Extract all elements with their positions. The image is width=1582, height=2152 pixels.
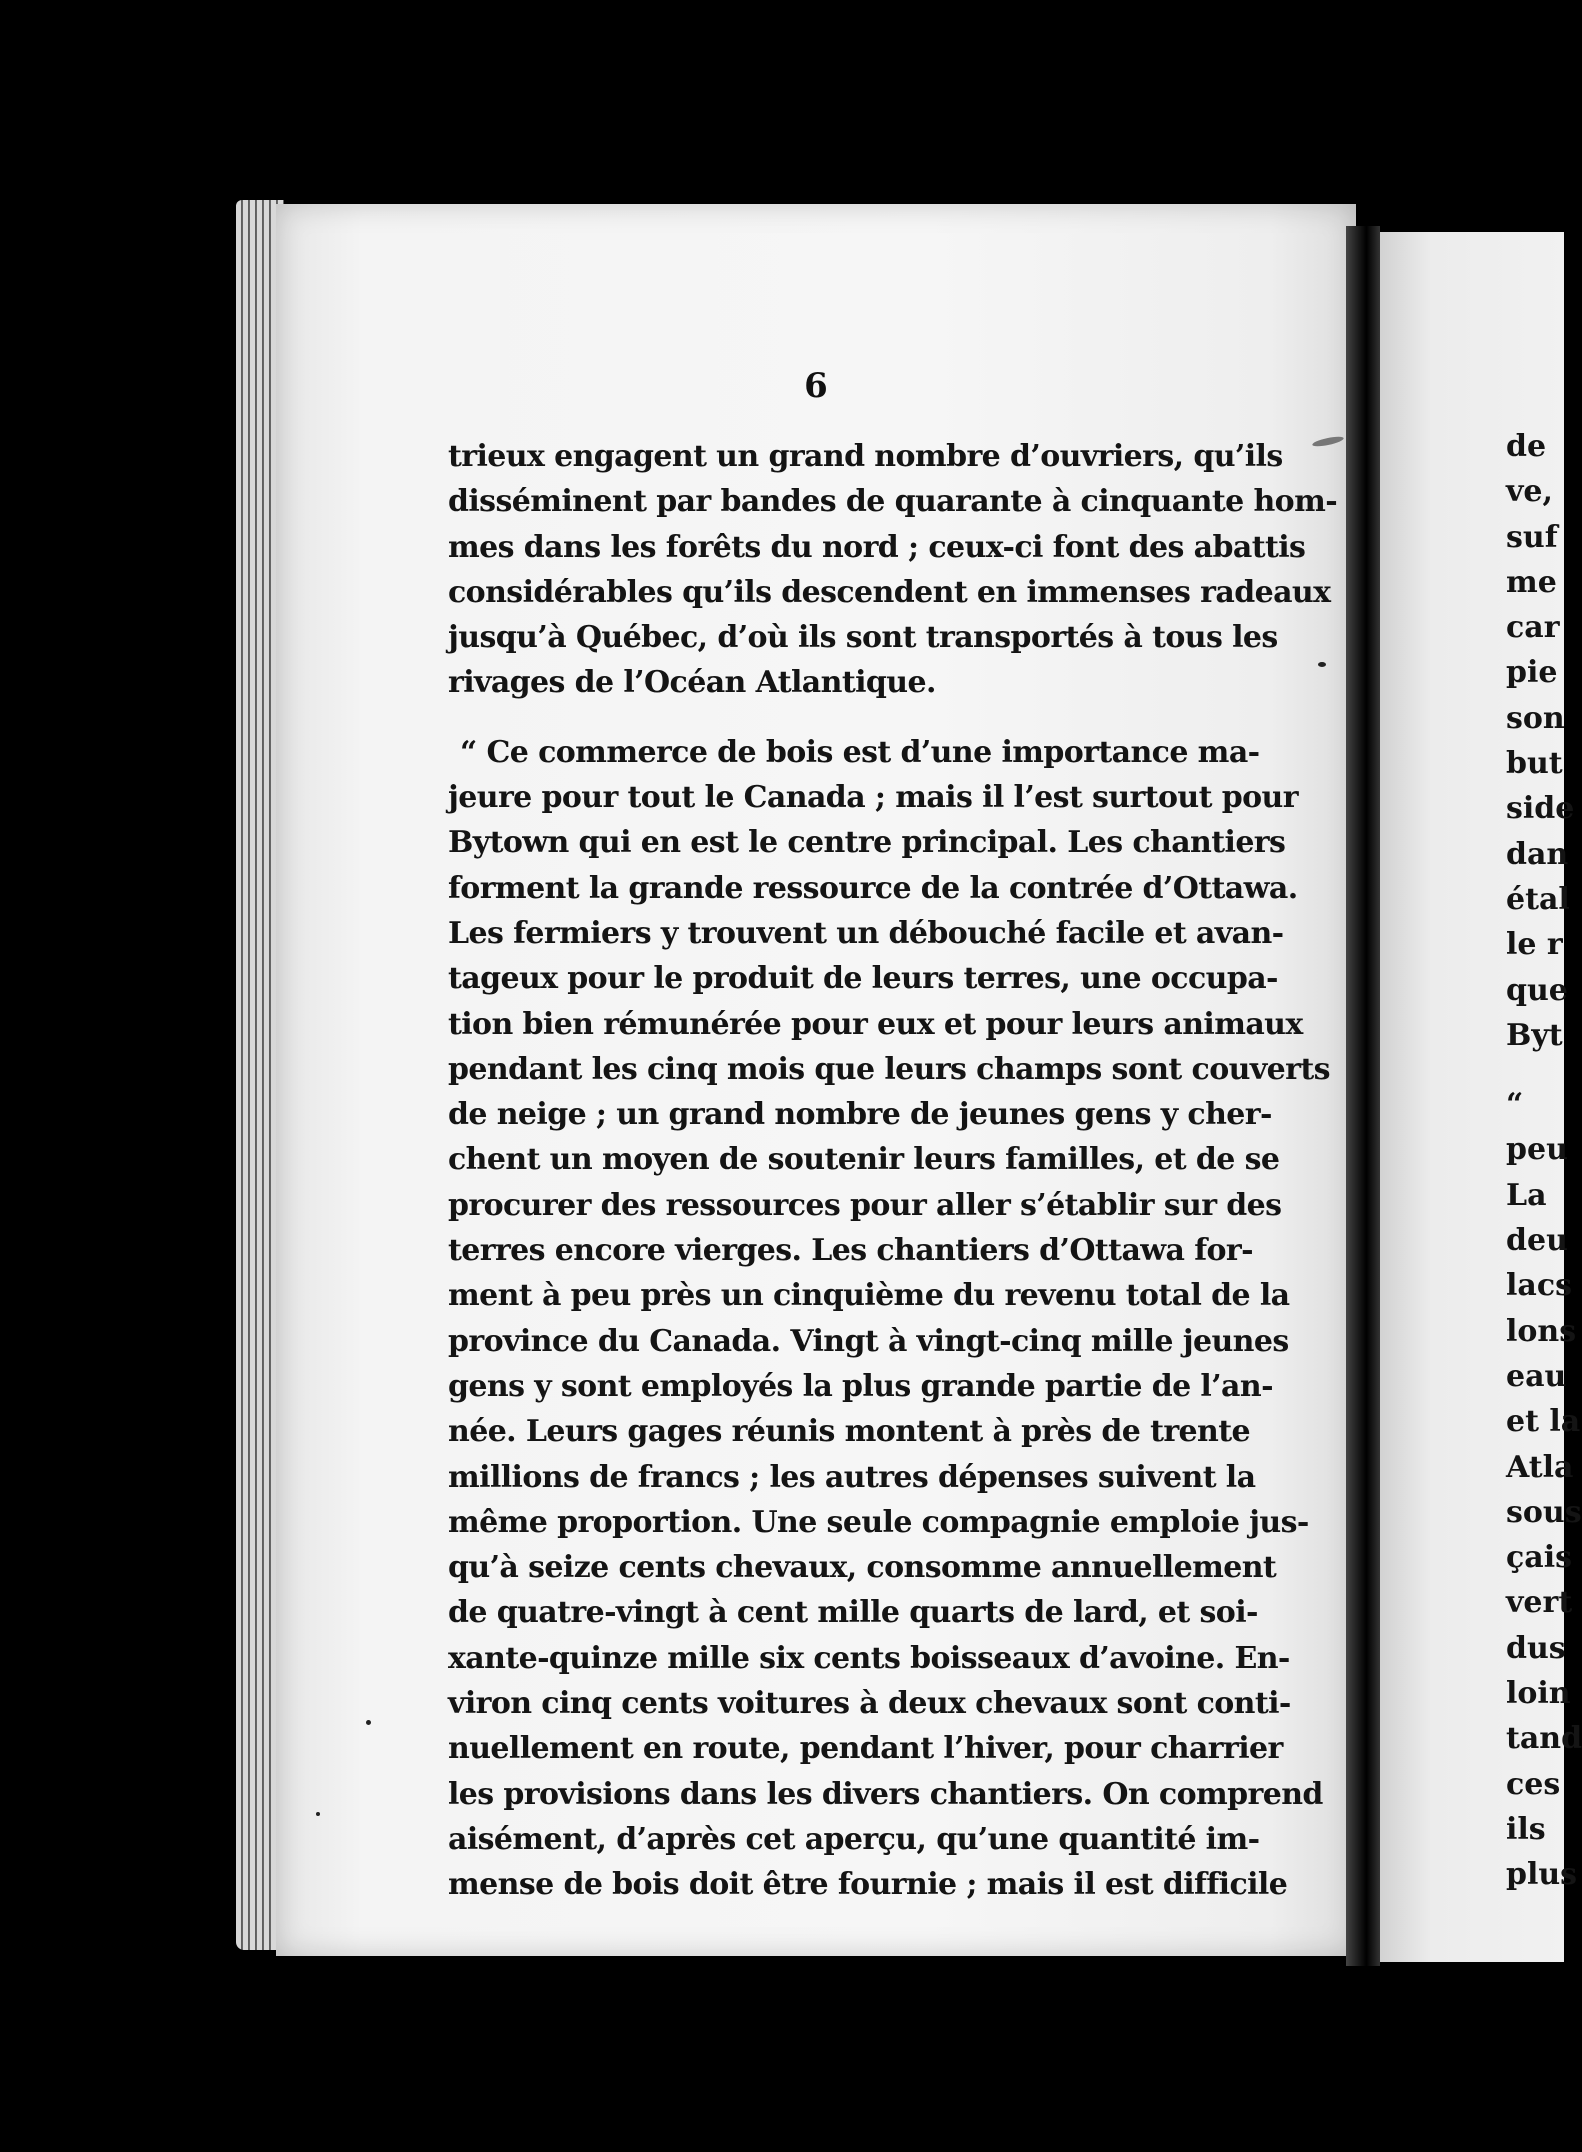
text-line: pendant les cinq mois que leurs champs sont couverts — [448, 1051, 1330, 1087]
text-fragment: suf — [1506, 519, 1558, 555]
text-fragment: tand — [1506, 1721, 1582, 1757]
text-fragment: eau — [1506, 1358, 1567, 1394]
text-fragment: sous — [1506, 1494, 1582, 1530]
text-fragment: ces — [1506, 1766, 1561, 1802]
text-fragment: lons — [1506, 1313, 1577, 1349]
paragraph-gap — [1506, 1058, 1566, 1082]
text-line: mes dans les forêts du nord ; ceux-ci font des abattis — [448, 529, 1306, 565]
text-fragment: ve, — [1506, 474, 1553, 510]
text-line: jeure pour tout le Canada ; mais il l’est surtout pour — [448, 780, 1298, 816]
text-fragment: étal — [1506, 881, 1570, 917]
page-number: 6 — [804, 366, 828, 406]
text-line: chent un moyen de soutenir leurs familles, et de se — [448, 1142, 1280, 1178]
text-line: tion bien rémunérée pour eux et pour leurs animaux — [448, 1006, 1303, 1042]
text-line: disséminent par bandes de quarante à cinquante hom- — [448, 484, 1338, 520]
text-fragment: lacs — [1506, 1268, 1572, 1304]
text-line: xante-quinze mille six cents boisseaux d’avoine. En- — [448, 1640, 1290, 1676]
text-line: aisément, d’après cet aperçu, qu’une quantité im- — [448, 1821, 1260, 1857]
text-fragment: car — [1506, 610, 1560, 646]
left-page-text — [448, 434, 1338, 1908]
text-line: tageux pour le produit de leurs terres, une occupa- — [448, 961, 1278, 997]
text-line: nuellement en route, pendant l’hiver, pour charrier — [448, 1731, 1283, 1767]
text-line: les provisions dans les divers chantiers. On comprend — [448, 1776, 1323, 1812]
text-line: trieux engagent un grand nombre d’ouvriers, qu’ils — [448, 439, 1283, 474]
text-fragment: dus — [1506, 1630, 1566, 1666]
text-fragment: me — [1506, 564, 1557, 600]
text-fragment: çais — [1506, 1540, 1572, 1576]
text-line: qu’à seize cents chevaux, consomme annuellement — [448, 1550, 1277, 1586]
text-fragment: le r — [1506, 927, 1563, 963]
text-fragment: dan — [1506, 836, 1569, 872]
text-fragment: de — [1506, 429, 1547, 464]
text-fragment: vert — [1506, 1585, 1573, 1621]
text-fragment: “ — [1506, 1087, 1524, 1123]
text-fragment: but — [1506, 746, 1563, 782]
text-line: procurer des ressources pour aller s’établir sur des — [448, 1187, 1282, 1223]
text-line: rivages de l’Océan Atlantique. — [448, 665, 936, 701]
text-line: Les fermiers y trouvent un débouché facile et avan- — [448, 915, 1284, 951]
text-line: considérables qu’ils descendent en immenses radeaux — [448, 574, 1331, 610]
text-line: “ Ce commerce de bois est d’une importance ma- — [460, 734, 1260, 770]
text-fragment: plus — [1506, 1857, 1578, 1893]
text-line: Bytown qui en est le centre principal. Les chantiers — [448, 825, 1286, 861]
text-line: même proportion. Une seule compagnie emploie jus- — [448, 1504, 1309, 1540]
text-line: province du Canada. Vingt à vingt-cinq mille jeunes — [448, 1323, 1289, 1359]
dust-speck — [366, 1720, 371, 1725]
text-fragment: La — [1506, 1177, 1547, 1213]
text-fragment: deu — [1506, 1223, 1568, 1259]
text-fragment: side — [1506, 791, 1575, 827]
text-line: terres encore vierges. Les chantiers d’Ottawa for- — [448, 1233, 1253, 1269]
text-fragment: ils — [1506, 1811, 1546, 1847]
right-page-text-fragments — [1506, 424, 1582, 1898]
text-line: ment à peu près un cinquième du revenu total de la — [448, 1278, 1290, 1314]
text-line: gens y sont employés la plus grande partie de l’an- — [448, 1368, 1273, 1404]
text-fragment: pie — [1506, 655, 1558, 691]
text-line: millions de francs ; les autres dépenses suivent la — [448, 1459, 1256, 1495]
text-line: forment la grande ressource de la contrée d’Ottawa. — [448, 870, 1298, 906]
text-line: de quatre-vingt à cent mille quarts de lard, et soi- — [448, 1595, 1258, 1631]
text-line: jusqu’à Québec, d’où ils sont transportés à tous les — [448, 620, 1278, 656]
text-fragment: loin — [1506, 1676, 1571, 1712]
text-line: viron cinq cents voitures à deux chevaux sont conti- — [448, 1686, 1291, 1722]
text-fragment: que — [1506, 972, 1568, 1008]
dust-speck — [1318, 662, 1326, 667]
text-line: de neige ; un grand nombre de jeunes gens y cher- — [448, 1097, 1272, 1133]
text-fragment: peu — [1506, 1132, 1568, 1168]
book-gutter — [1346, 226, 1380, 1966]
dust-speck — [316, 1812, 320, 1816]
text-fragment: Atla — [1506, 1449, 1574, 1485]
text-fragment: son — [1506, 700, 1565, 736]
text-fragment: Byt — [1506, 1017, 1563, 1053]
text-line: mense de bois doit être fournie ; mais il est difficile — [448, 1867, 1288, 1903]
paragraph-gap — [448, 706, 1192, 730]
text-line: née. Leurs gages réunis montent à près de trente — [448, 1414, 1250, 1450]
text-fragment: et la — [1506, 1404, 1581, 1440]
